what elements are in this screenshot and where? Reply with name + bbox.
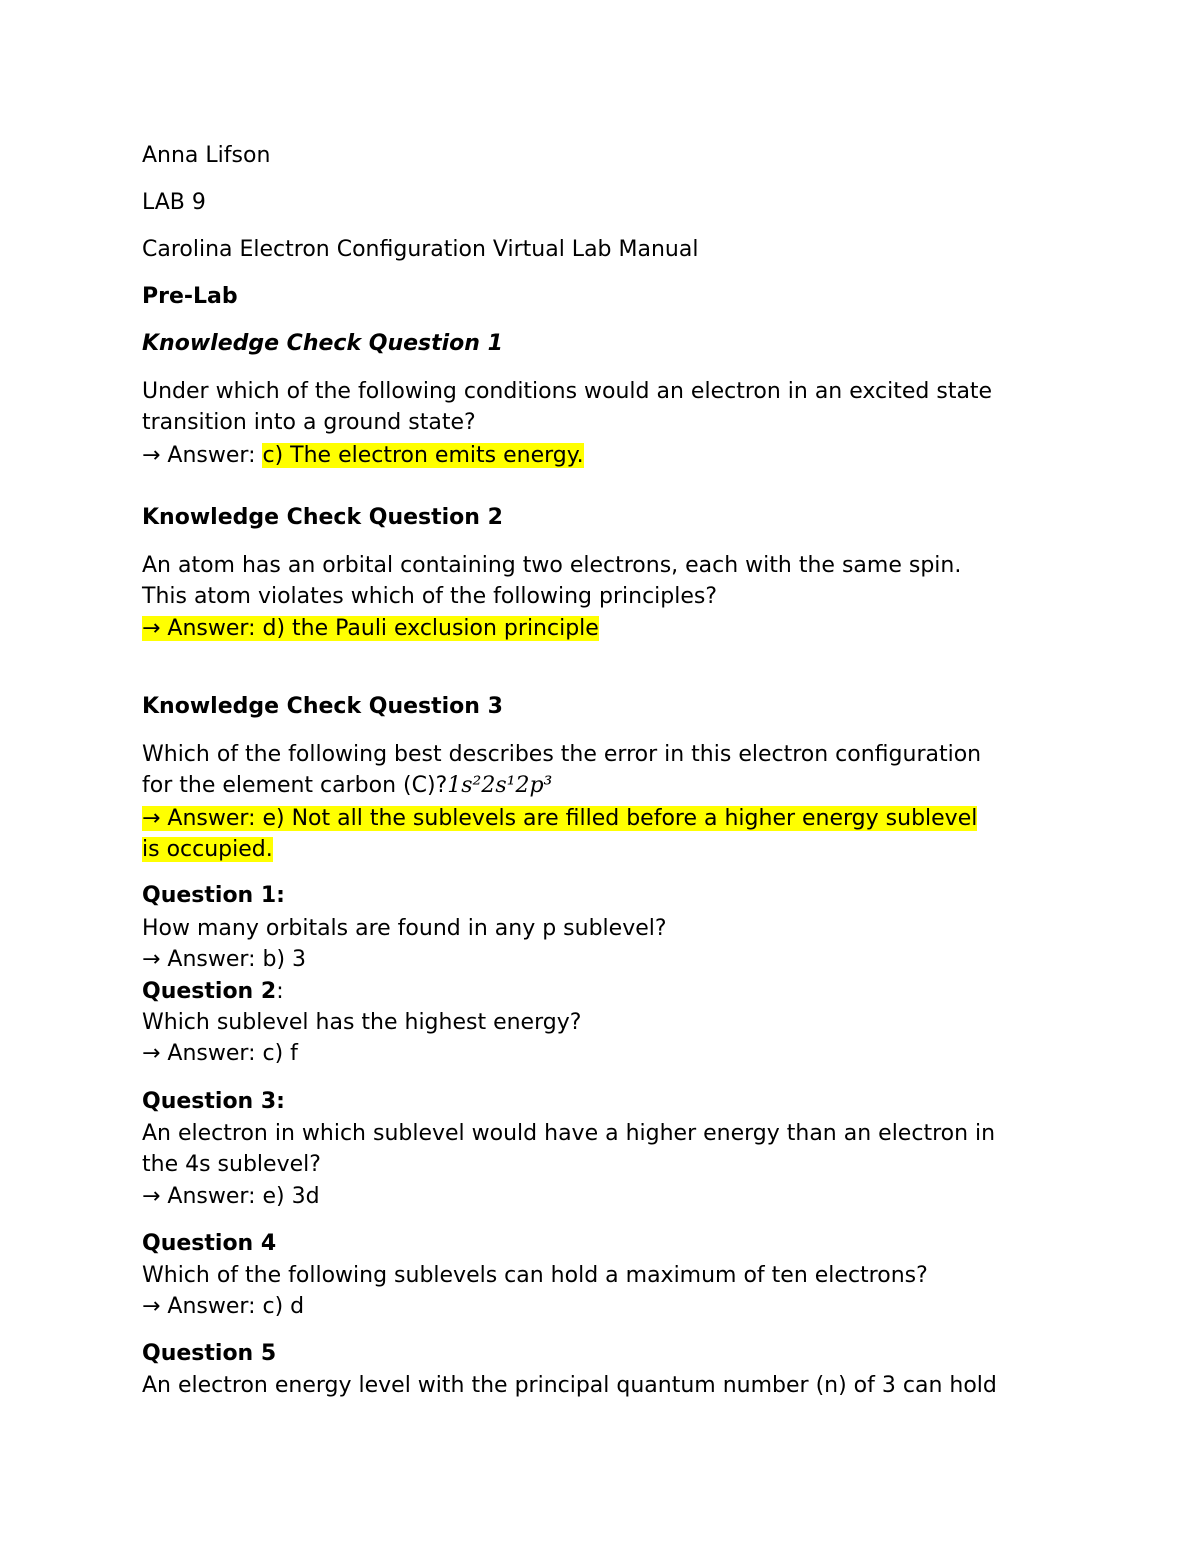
electron-configuration-formula: 1s²2s¹2p³ xyxy=(447,773,553,798)
kc2-answer-highlight: → Answer: d) the Pauli exclusion principle xyxy=(142,616,599,641)
kc1-heading: Knowledge Check Question 1 xyxy=(142,331,503,356)
q1-answer: → Answer: b) 3 xyxy=(142,947,307,972)
q2-question: Which sublevel has the highest energy? xyxy=(142,1010,582,1035)
q5-question-line1: An electron energy level with the principal quantum number (n) of 3 can hold xyxy=(142,1373,997,1398)
kc3-question-text: for the element carbon (C)? xyxy=(142,773,448,798)
lab-number: LAB 9 xyxy=(142,190,206,215)
kc3-question-line2 xyxy=(142,770,552,801)
q1-question: How many orbitals are found in any p sublevel? xyxy=(142,916,667,941)
kc2-answer xyxy=(142,613,599,644)
kc2-question-line1: An atom has an orbital containing two electrons, each with the same spin. xyxy=(142,553,962,578)
q2-heading: Question 2 xyxy=(142,979,277,1004)
q3-question-line2: the 4s sublevel? xyxy=(142,1152,321,1177)
q2-answer: → Answer: c) f xyxy=(142,1041,298,1066)
kc2-question-line2: This atom violates which of the following principles? xyxy=(142,584,718,609)
q4-heading: Question 4 xyxy=(142,1231,277,1256)
q3-heading: Question 3: xyxy=(142,1089,285,1114)
kc1-answer-highlight: c) The electron emits energy. xyxy=(262,443,584,468)
kc3-heading: Knowledge Check Question 3 xyxy=(142,694,503,719)
kc1-question-line2: transition into a ground state? xyxy=(142,410,476,435)
kc3-answer-highlight-2: is occupied. xyxy=(142,837,273,862)
kc2-heading: Knowledge Check Question 2 xyxy=(142,505,503,530)
q3-question-line1: An electron in which sublevel would have a higher energy than an electron in xyxy=(142,1121,996,1146)
q3-answer: → Answer: e) 3d xyxy=(142,1184,320,1209)
document-title: Carolina Electron Configuration Virtual Lab Manual xyxy=(142,237,699,262)
q2-heading-suffix: : xyxy=(276,979,284,1004)
author-name: Anna Lifson xyxy=(142,143,271,168)
kc3-answer-highlight-1: → Answer: e) Not all the sublevels are filled before a higher energy sublevel xyxy=(142,806,978,831)
q4-question: Which of the following sublevels can hold a maximum of ten electrons? xyxy=(142,1263,928,1288)
kc1-answer-prefix: → Answer: xyxy=(142,443,263,468)
q5-heading: Question 5 xyxy=(142,1341,277,1366)
q2-heading-line xyxy=(142,976,284,1007)
kc3-question-line1: Which of the following best describes the error in this electron configuration xyxy=(142,742,982,767)
kc3-answer-line2 xyxy=(142,834,273,865)
kc1-answer xyxy=(142,440,584,471)
q1-heading: Question 1: xyxy=(142,883,285,908)
kc3-answer-line1 xyxy=(142,803,977,834)
kc1-question-line1: Under which of the following conditions would an electron in an excited state xyxy=(142,379,993,404)
section-heading: Pre-Lab xyxy=(142,284,238,309)
q4-answer: → Answer: c) d xyxy=(142,1294,305,1319)
